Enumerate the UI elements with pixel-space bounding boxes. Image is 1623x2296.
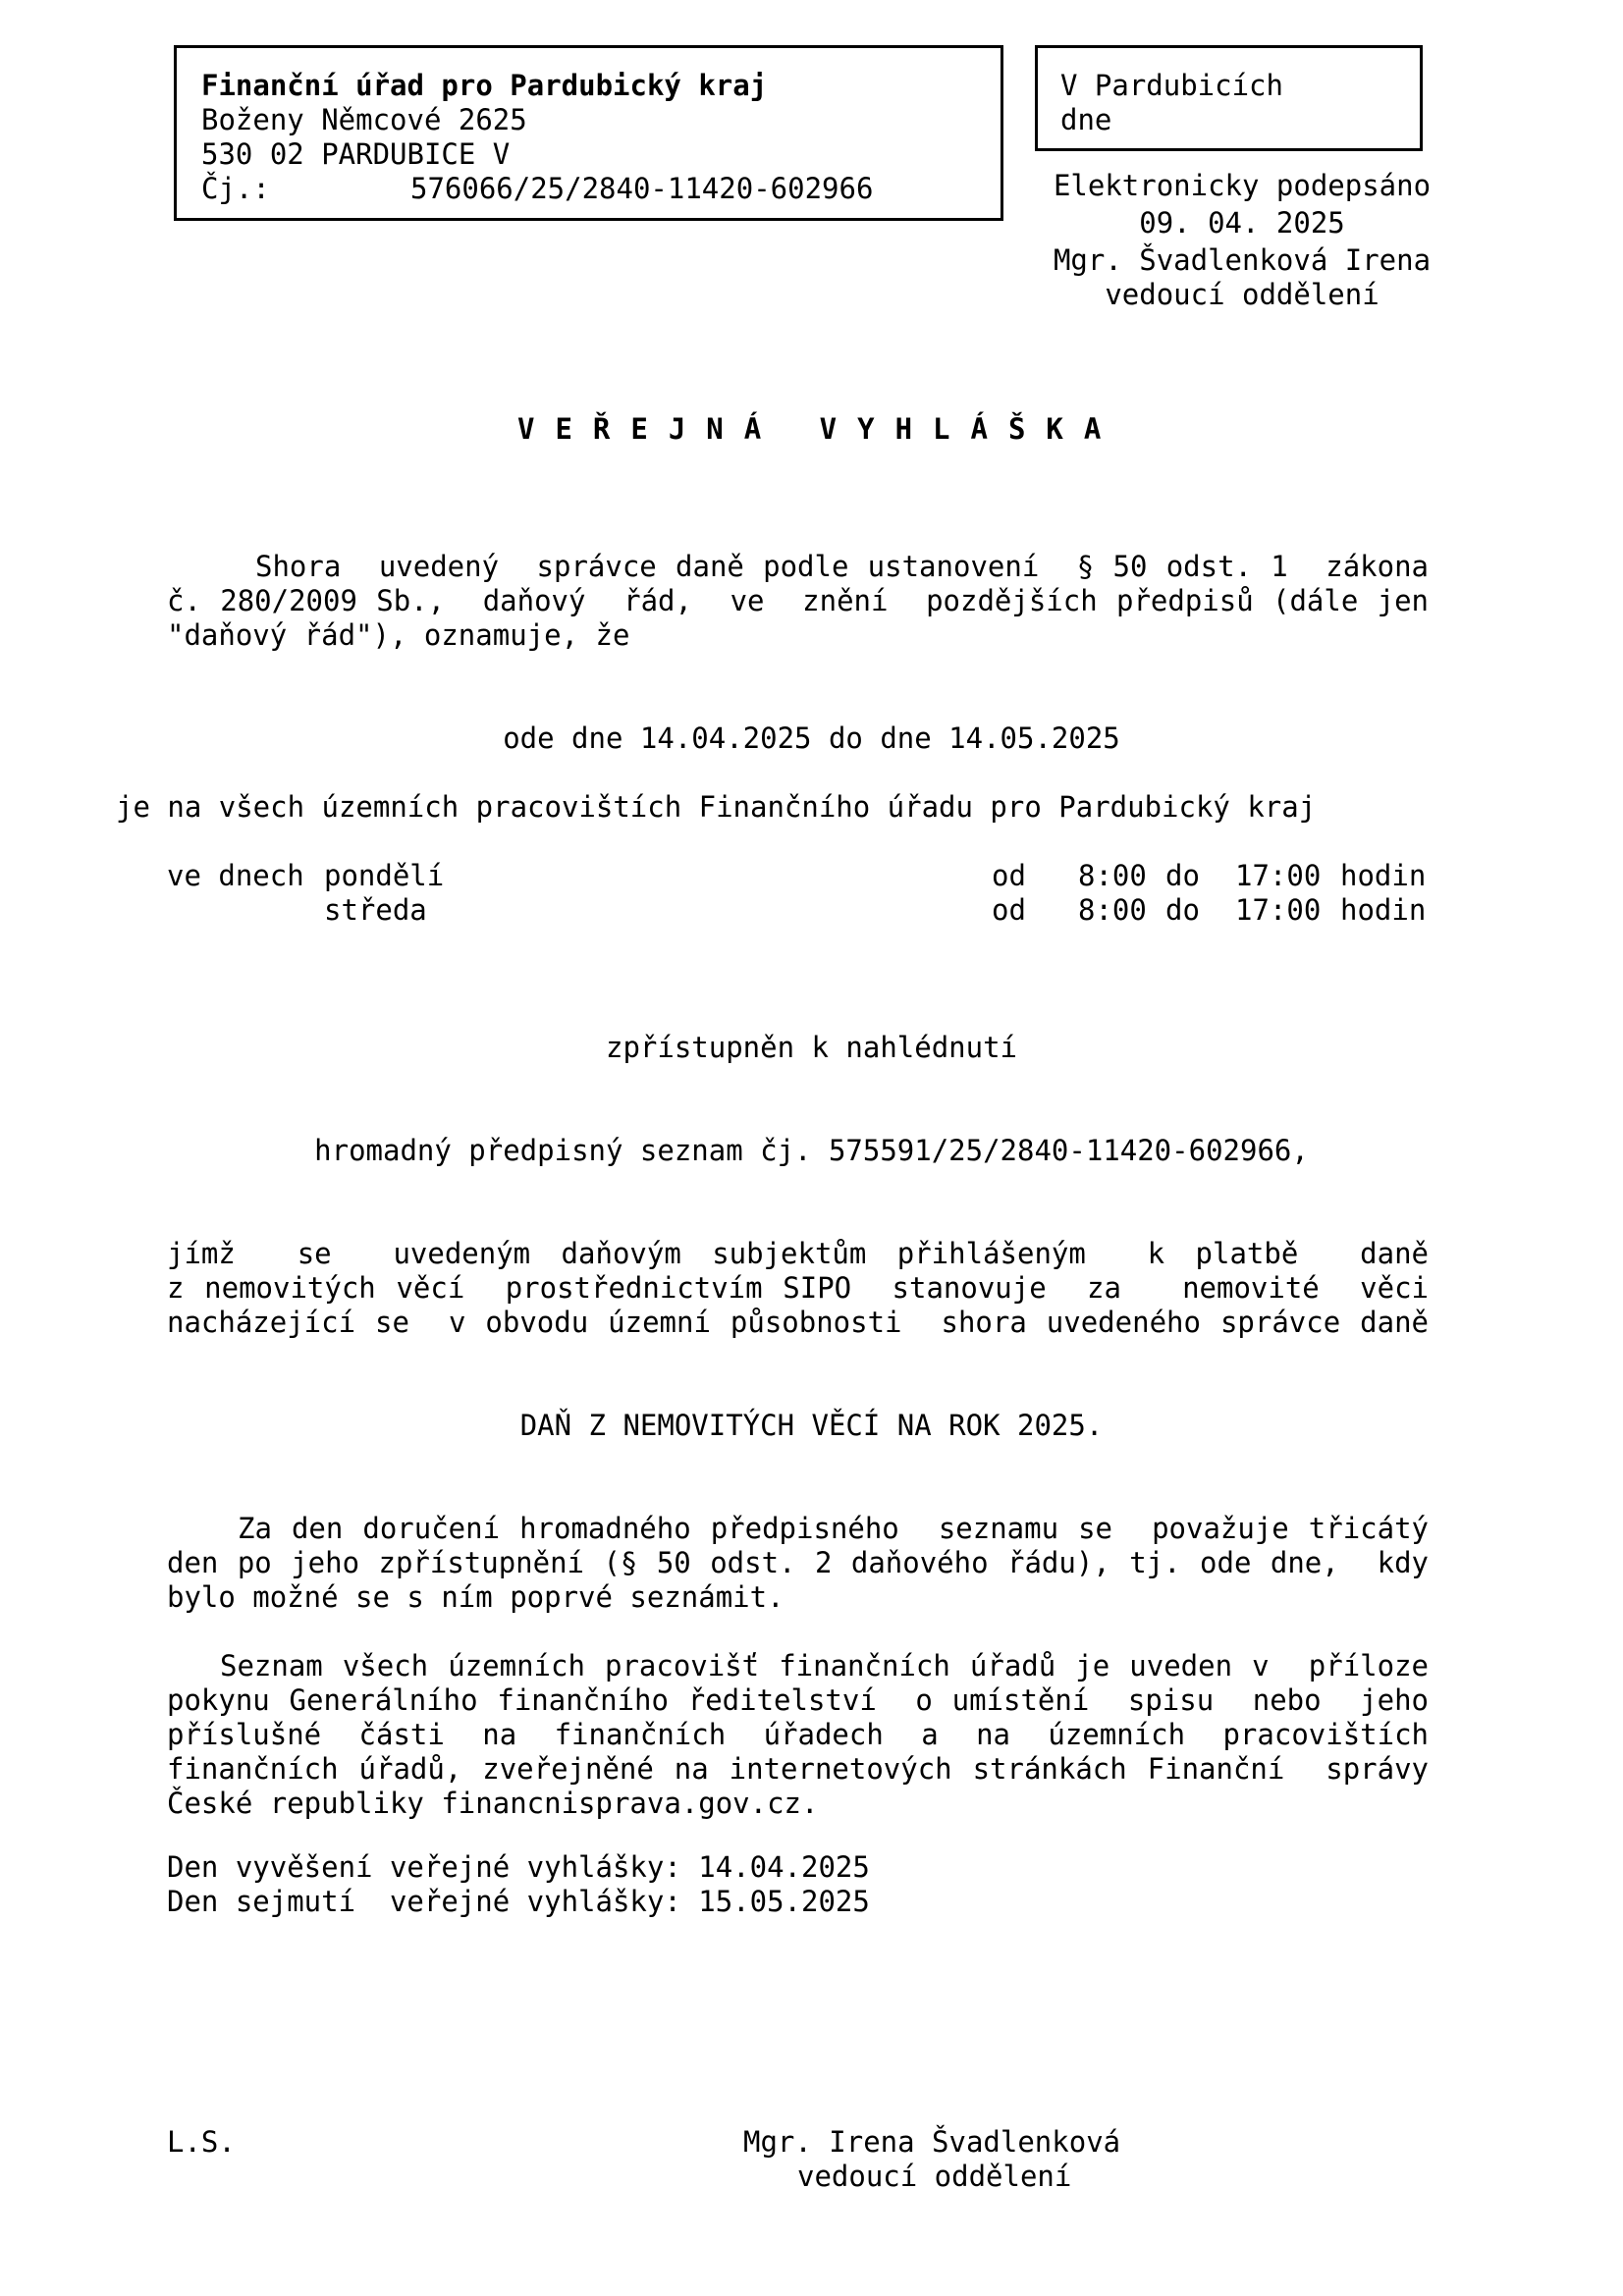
delivery-paragraph (167, 1512, 1429, 1615)
hours-from-label-2: od (992, 893, 1026, 927)
office-street: Boženy Němcové 2625 (201, 103, 527, 136)
esign-label: Elektronicky podepsáno (1053, 169, 1432, 202)
esign-block (1021, 169, 1463, 312)
hours-day-1: pondělí (324, 859, 445, 892)
office-name: Finanční úřad pro Pardubický kraj (201, 69, 768, 102)
esign-date: 09. 04. 2025 (1139, 206, 1345, 240)
intro-line-3: "daňový řád"), oznamuje, že (167, 618, 630, 652)
removed-date: Den sejmutí veřejné vyhlášky: 15.05.2025 (167, 1885, 870, 1918)
hours-to-2: 17:00 (1235, 893, 1322, 927)
place-text: V Pardubicích (1060, 69, 1283, 102)
subject-line-3: nacházející se v obvodu územní působnosti shora uvedeného správce daně (167, 1306, 1429, 1339)
posted-date: Den vyvěšení veřejné vyhlášky: 14.04.2025 (167, 1850, 870, 1884)
hours-to-label-2: do (1165, 893, 1200, 927)
list-note-line-2: pokynu Generálního finančního ředitelství o umístění spisu nebo jeho (167, 1683, 1429, 1717)
hours-day-2: středa (324, 893, 427, 927)
list-note-paragraph (167, 1649, 1429, 1821)
intro-paragraph (167, 550, 1429, 653)
esign-role: vedoucí oddělení (1105, 278, 1380, 311)
period-line: ode dne 14.04.2025 do dne 14.05.2025 (503, 721, 1120, 755)
hours-to-1: 17:00 (1235, 859, 1322, 892)
page-title: VEŘEJNÁ VYHLÁŠKA (517, 412, 1122, 446)
list-note-line-5: České republiky financnisprava.gov.cz. (167, 1787, 819, 1820)
intro-line-1: Shora uvedený správce daně podle ustanovení § 50 odst. 1 zákona (255, 550, 1429, 583)
delivery-line-1: Za den doručení hromadného předpisného seznamu se považuje třicátý (238, 1512, 1429, 1545)
list-reference: hromadný předpisný seznam čj. 575591/25/2840-11420-602966, (314, 1134, 1309, 1167)
office-city: 530 02 PARDUBICE V (201, 137, 511, 171)
hours-from-2: 8:00 (1078, 893, 1147, 927)
subject-line-1: jímž se uvedeným daňovým subjektům přihlášeným k platbě daně (167, 1237, 1429, 1270)
list-note-line-1: Seznam všech územních pracovišť finančních úřadů je uveden v příloze (220, 1649, 1429, 1682)
ref-label: Čj.: (201, 172, 270, 205)
access-text: zpřístupněn k nahlédnutí (605, 1031, 1018, 1064)
hours-unit-1: hodin (1340, 859, 1427, 892)
date-label: dne (1060, 103, 1112, 136)
esign-name: Mgr. Švadlenková Irena (1053, 243, 1432, 277)
tax-title: DAŇ Z NEMOVITÝCH VĚCÍ NA ROK 2025. (519, 1409, 1104, 1442)
hours-from-1: 8:00 (1078, 859, 1147, 892)
hours-to-label-1: do (1165, 859, 1200, 892)
hours-from-label-1: od (992, 859, 1026, 892)
footer-name: Mgr. Irena Švadlenková (743, 2125, 1121, 2159)
list-note-line-4: finančních úřadů, zveřejněné na internetových stránkách Finanční správy (167, 1752, 1429, 1786)
list-note-line-3: příslušné části na finančních úřadech a na územních pracovištích (167, 1718, 1429, 1751)
subject-line-2: z nemovitých věcí prostřednictvím SIPO stanovuje za nemovité věci (167, 1271, 1429, 1305)
hours-unit-2: hodin (1340, 893, 1427, 927)
delivery-line-3: bylo možné se s ním poprvé seznámit. (167, 1580, 784, 1614)
delivery-line-2: den po jeho zpřístupnění (§ 50 odst. 2 daňového řádu), tj. ode dne, kdy (167, 1546, 1429, 1579)
seal-mark: L.S. (167, 2125, 236, 2159)
intro-line-2: č. 280/2009 Sb., daňový řád, ve znění pozdějších předpisů (dále jen (167, 584, 1429, 617)
location-line: je na všech územních pracovištích Finančního úřadu pro Pardubický kraj (116, 790, 1317, 824)
ref-number: 576066/25/2840-11420-602966 (410, 172, 874, 205)
hours-prefix: ve dnech (167, 859, 304, 892)
footer-role: vedoucí oddělení (797, 2160, 1072, 2193)
subject-paragraph (167, 1237, 1429, 1340)
